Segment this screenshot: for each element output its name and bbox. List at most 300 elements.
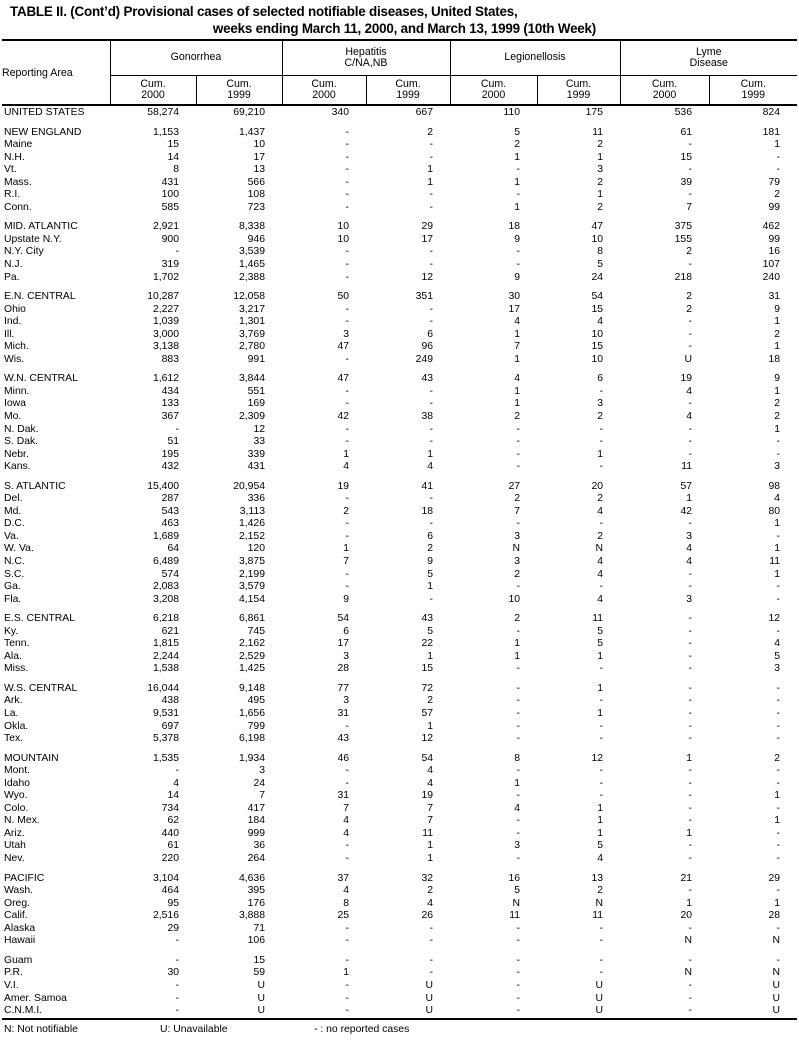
- cell-value: -: [345, 518, 349, 530]
- cell-value: 1,689: [152, 530, 179, 542]
- cell-value: 1: [427, 840, 433, 852]
- cell-value: -: [516, 258, 520, 270]
- sub-label-cum: Cum.: [651, 77, 678, 90]
- cell-value: 3: [514, 556, 520, 567]
- cell-value: 5: [774, 650, 780, 662]
- cell-value: U: [772, 979, 780, 991]
- cell-value: -: [776, 164, 780, 176]
- cell-value: 434: [161, 385, 179, 397]
- cell-value: 11: [592, 126, 603, 138]
- table-row: [2, 152, 797, 165]
- cell-value: -: [688, 448, 692, 460]
- cell-value: 745: [247, 625, 265, 637]
- cell-value: 883: [161, 353, 179, 365]
- spacer-cell: [282, 474, 366, 481]
- cell-value: 1: [514, 151, 520, 163]
- cell-value: 9: [774, 373, 780, 385]
- table-row: [2, 828, 797, 841]
- cell-value: 1: [774, 518, 780, 530]
- cell-reporting-area: Mont.: [4, 765, 30, 777]
- cell-value: 3: [597, 164, 603, 176]
- cell-reporting-area: Colo.: [4, 802, 29, 814]
- cell-value: 9: [774, 303, 780, 315]
- table-row: [2, 955, 797, 968]
- row-spacer: [2, 214, 797, 221]
- cell-value: 19: [337, 480, 349, 492]
- cell-value: 2: [514, 410, 520, 422]
- cell-value: 4: [427, 765, 433, 777]
- cell-value: 249: [415, 353, 433, 365]
- cell-value: 62: [167, 815, 179, 827]
- table-row: [2, 506, 797, 519]
- cell-value: -: [776, 682, 780, 694]
- cell-value: 43: [421, 373, 433, 385]
- cell-value: 1: [427, 448, 433, 460]
- cell-value: 697: [161, 720, 179, 732]
- cell-value: 240: [762, 271, 780, 283]
- cell-value: 3,113: [239, 505, 265, 517]
- cell-value: 6,489: [152, 556, 179, 567]
- spacer-cell: [282, 284, 366, 291]
- cell-value: 1: [597, 448, 603, 460]
- cell-value: -: [345, 568, 349, 580]
- cell-value: 4: [427, 461, 433, 473]
- table-row: [2, 898, 797, 911]
- cell-value: -: [776, 765, 780, 777]
- cell-value: -: [516, 720, 520, 732]
- sub-label-year: 1999: [396, 89, 420, 101]
- cell-value: -: [776, 733, 780, 745]
- cell-value: -: [776, 720, 780, 732]
- cell-reporting-area: Ohio: [4, 303, 26, 315]
- footnote-no-cases: - : no reported cases: [314, 1023, 410, 1035]
- cell-value: 2: [597, 139, 603, 151]
- spacer-cell: [110, 284, 196, 291]
- cell-value: U: [425, 992, 433, 1004]
- spacer-cell: [709, 746, 797, 753]
- cell-value: 2: [514, 568, 520, 580]
- cell-value: 12: [768, 613, 780, 625]
- cell-value: 12: [421, 733, 433, 745]
- spacer-cell: [620, 746, 709, 753]
- spacer-cell: [709, 866, 797, 873]
- table-row: [2, 246, 797, 259]
- cell-value: -: [776, 853, 780, 865]
- cell-value: 169: [247, 398, 265, 410]
- cell-reporting-area: Kans.: [4, 461, 31, 473]
- cell-value: -: [688, 695, 692, 707]
- cell-value: -: [599, 790, 603, 802]
- footnote-not-notifiable: N: Not notifiable: [4, 1023, 78, 1035]
- cell-value: 61: [680, 126, 692, 138]
- cell-value: 5: [427, 625, 433, 637]
- spacer-cell: [366, 474, 450, 481]
- cell-value: 2,516: [152, 910, 179, 922]
- header-group-lyme: [620, 40, 797, 76]
- cell-value: 946: [247, 233, 265, 245]
- cell-value: -: [516, 246, 520, 258]
- cell-value: -: [516, 967, 520, 979]
- cell-value: 12: [253, 423, 265, 435]
- cell-value: 4: [514, 373, 520, 385]
- cell-value: -: [429, 258, 433, 270]
- cell-value: 2: [686, 303, 692, 315]
- title-line-1: TABLE II. (Cont’d) Provisional cases of selected notifiable diseases, United States,: [10, 4, 518, 19]
- cell-value: 3,888: [238, 910, 265, 922]
- cell-value: 28: [768, 910, 780, 922]
- cell-value: 734: [161, 802, 179, 814]
- spacer-cell: [282, 948, 366, 955]
- cell-value: 10: [508, 593, 520, 605]
- cell-value: 4: [686, 410, 692, 422]
- cell-value: 4: [514, 316, 520, 328]
- spacer-cell: [450, 474, 537, 481]
- cell-value: 5,378: [152, 733, 179, 745]
- spacer-cell: [709, 214, 797, 221]
- cell-value: 30: [508, 291, 520, 303]
- cell-value: 1: [514, 328, 520, 340]
- cell-reporting-area: N.H.: [4, 151, 25, 163]
- table-row: [2, 803, 797, 816]
- cell-reporting-area: S.C.: [4, 568, 25, 580]
- cell-value: 574: [161, 568, 179, 580]
- cell-value: -: [688, 139, 692, 151]
- spacer-cell: [110, 948, 196, 955]
- cell-value: -: [516, 992, 520, 1004]
- cell-value: 16,044: [147, 682, 179, 694]
- cell-value: -: [345, 840, 349, 852]
- spacer-cell: [537, 214, 620, 221]
- cell-value: 1: [686, 752, 692, 764]
- cell-value: 43: [337, 733, 349, 745]
- cell-reporting-area: P.R.: [4, 967, 23, 979]
- table-row: [2, 341, 797, 354]
- cell-value: 4,636: [238, 872, 265, 884]
- cell-value: 495: [247, 695, 265, 707]
- cell-value: -: [345, 316, 349, 328]
- spacer-cell: [196, 606, 282, 613]
- table-row: [2, 778, 797, 791]
- spacer-cell: [110, 474, 196, 481]
- spacer-cell: [282, 366, 366, 373]
- cell-value: -: [345, 530, 349, 542]
- table-row: [2, 424, 797, 437]
- cell-value: U: [257, 992, 265, 1004]
- cell-value: -: [345, 979, 349, 991]
- cell-value: -: [429, 246, 433, 258]
- cell-reporting-area: Utah: [4, 840, 26, 852]
- cell-value: 10: [253, 139, 265, 151]
- cell-value: -: [345, 992, 349, 1004]
- cell-value: -: [516, 695, 520, 707]
- cell-value: 799: [247, 720, 265, 732]
- cell-value: 1: [514, 638, 520, 650]
- cell-value: -: [429, 493, 433, 505]
- spacer-cell: [366, 366, 450, 373]
- cell-reporting-area: Ky.: [4, 625, 19, 637]
- cell-value: 4: [597, 556, 603, 567]
- spacer-cell: [2, 214, 110, 221]
- cell-value: -: [516, 581, 520, 593]
- header-group-row: [2, 40, 797, 76]
- row-spacer: [2, 474, 797, 481]
- cell-value: -: [345, 954, 349, 966]
- cell-value: -: [429, 593, 433, 605]
- cell-reporting-area: Ariz.: [4, 827, 25, 839]
- cell-value: 1: [686, 827, 692, 839]
- cell-value: 15: [680, 151, 692, 163]
- table-row: [2, 531, 797, 544]
- cell-value: -: [516, 935, 520, 947]
- cell-value: -: [516, 853, 520, 865]
- cell-value: 4: [514, 802, 520, 814]
- cell-value: 15: [167, 139, 179, 151]
- cell-value: -: [688, 708, 692, 720]
- cell-reporting-area: E.S. CENTRAL: [4, 613, 76, 625]
- cell-value: 32: [421, 872, 433, 884]
- spacer-cell: [620, 366, 709, 373]
- cell-value: -: [345, 853, 349, 865]
- cell-value: 184: [247, 815, 265, 827]
- table-row: [2, 967, 797, 980]
- cell-value: 1,153: [152, 126, 179, 138]
- cell-value: 1: [774, 316, 780, 328]
- table-row: [2, 721, 797, 734]
- cell-value: 98: [768, 480, 780, 492]
- cell-value: 3,875: [238, 556, 265, 567]
- cell-value: 2: [774, 189, 780, 201]
- cell-value: -: [345, 1005, 349, 1017]
- cell-value: U: [595, 979, 603, 991]
- header-group-lyme-line1: Lyme: [696, 45, 722, 58]
- spacer-cell: [450, 366, 537, 373]
- spacer-cell: [620, 120, 709, 127]
- cell-reporting-area: W.N. CENTRAL: [4, 373, 78, 385]
- table-row: [2, 164, 797, 177]
- cell-value: -: [688, 922, 692, 934]
- cell-value: 11: [422, 827, 433, 839]
- cell-value: 1: [597, 708, 603, 720]
- cell-value: -: [345, 164, 349, 176]
- spacer-cell: [196, 366, 282, 373]
- header-group-legionellosis-line1: Legionellosis: [504, 51, 566, 64]
- cell-value: 47: [337, 373, 349, 385]
- cell-value: 4: [597, 593, 603, 605]
- cell-value: -: [599, 777, 603, 789]
- cell-value: -: [175, 954, 179, 966]
- cell-value: 1: [343, 448, 349, 460]
- table-row: [2, 139, 797, 152]
- table-row: [2, 815, 797, 828]
- cell-value: U: [257, 979, 265, 991]
- cell-reporting-area: W.S. CENTRAL: [4, 682, 78, 694]
- cell-value: -: [776, 151, 780, 163]
- cell-value: 1: [597, 151, 603, 163]
- cell-value: 59: [253, 967, 265, 979]
- cell-value: -: [599, 922, 603, 934]
- spacer-cell: [450, 214, 537, 221]
- table-row: [2, 272, 797, 285]
- cell-reporting-area: Miss.: [4, 663, 29, 675]
- cell-value: 7: [259, 790, 265, 802]
- spacer-cell: [709, 120, 797, 127]
- cell-value: 3,000: [152, 328, 179, 340]
- spacer-cell: [2, 284, 110, 291]
- cell-value: -: [345, 385, 349, 397]
- cell-value: -: [776, 448, 780, 460]
- spacer-cell: [709, 474, 797, 481]
- sub-label-year: 1999: [566, 89, 591, 101]
- cell-value: 2: [427, 543, 433, 555]
- table-row-total: [2, 105, 797, 120]
- cell-value: 14: [167, 151, 179, 163]
- cell-reporting-area: Pa.: [4, 271, 20, 283]
- table-row: [2, 790, 797, 803]
- cell-value: -: [175, 979, 179, 991]
- sub-label-cum: Cum.: [565, 77, 592, 90]
- cell-reporting-area: Va.: [4, 530, 19, 542]
- cell-value: 2: [514, 139, 520, 151]
- cell-value: 4: [686, 543, 692, 555]
- cell-value: -: [776, 802, 780, 814]
- footnotes: [2, 1020, 797, 1041]
- spacer-cell: [196, 948, 282, 955]
- cell-value: -: [688, 815, 692, 827]
- cell-value: -: [345, 423, 349, 435]
- spacer-cell: [196, 866, 282, 873]
- cell-value: -: [345, 581, 349, 593]
- header-sub-hepatitis-1999: [366, 76, 450, 105]
- cell-value: 50: [337, 291, 349, 303]
- sub-label-cum: Cum.: [140, 77, 166, 90]
- table-row: [2, 461, 797, 474]
- cell-value: -: [776, 708, 780, 720]
- cell-value: 58,274: [147, 107, 179, 118]
- cell-value: 1: [774, 897, 780, 909]
- cell-value: 4: [597, 505, 603, 517]
- cell-value: 585: [161, 201, 179, 213]
- cell-value: -: [429, 967, 433, 979]
- table-row: [2, 853, 797, 866]
- spacer-cell: [450, 746, 537, 753]
- cell-value: 264: [247, 853, 265, 865]
- cell-value: -: [429, 398, 433, 410]
- cell-value: 2: [427, 885, 433, 897]
- table-row: [2, 493, 797, 506]
- cell-value: -: [516, 922, 520, 934]
- cell-value: 1: [514, 777, 520, 789]
- cell-value: 4: [343, 885, 349, 897]
- cell-reporting-area: Iowa: [4, 398, 26, 410]
- cell-value: 106: [247, 935, 265, 947]
- cell-value: 1: [686, 493, 692, 505]
- cell-value: 16: [768, 246, 780, 258]
- cell-value: 2,162: [238, 638, 265, 650]
- cell-value: -: [429, 954, 433, 966]
- cell-value: 29: [421, 221, 433, 233]
- cell-value: -: [688, 992, 692, 1004]
- cell-value: 4,154: [238, 593, 265, 605]
- cell-value: 13: [253, 164, 265, 176]
- cell-value: -: [688, 436, 692, 448]
- cell-value: -: [345, 720, 349, 732]
- spacer-cell: [366, 676, 450, 683]
- cell-value: -: [599, 663, 603, 675]
- table-row: [2, 449, 797, 462]
- cell-value: -: [516, 436, 520, 448]
- cell-value: -: [688, 1005, 692, 1017]
- cell-value: 2,244: [152, 650, 179, 662]
- cell-value: 80: [768, 505, 780, 517]
- cell-value: N: [772, 967, 780, 979]
- cell-value: 7: [427, 802, 433, 814]
- cell-reporting-area: N.Y. City: [4, 246, 44, 258]
- spacer-cell: [709, 676, 797, 683]
- cell-value: -: [688, 164, 692, 176]
- cell-value: 12,058: [233, 291, 265, 303]
- cell-value: 3,208: [152, 593, 179, 605]
- cell-value: 107: [762, 258, 780, 270]
- cell-value: 37: [337, 872, 349, 884]
- spacer-cell: [537, 866, 620, 873]
- cell-value: 1,465: [238, 258, 265, 270]
- spacer-cell: [620, 866, 709, 873]
- cell-value: 14: [167, 790, 179, 802]
- cell-value: 2,529: [238, 650, 265, 662]
- spacer-cell: [282, 120, 366, 127]
- cell-value: 6: [597, 373, 603, 385]
- cell-value: -: [688, 777, 692, 789]
- cell-reporting-area: Tex.: [4, 733, 24, 745]
- cell-value: 1: [774, 790, 780, 802]
- cell-value: 1: [427, 176, 433, 188]
- cell-value: 7: [343, 802, 349, 814]
- cell-value: 2: [686, 291, 692, 303]
- cell-value: 9,531: [152, 708, 179, 720]
- cell-value: 10: [591, 233, 603, 245]
- cell-value: 11: [592, 613, 603, 625]
- cell-value: 999: [247, 827, 265, 839]
- cell-value: 110: [503, 107, 520, 118]
- spacer-cell: [2, 948, 110, 955]
- spacer-cell: [366, 866, 450, 873]
- spacer-cell: [620, 214, 709, 221]
- cell-value: 1,301: [238, 316, 265, 328]
- cell-value: 9: [514, 233, 520, 245]
- spacer-cell: [537, 120, 620, 127]
- cell-value: -: [345, 436, 349, 448]
- table-row: [2, 221, 797, 234]
- cell-value: 3: [343, 328, 349, 340]
- cell-reporting-area: Fla.: [4, 593, 22, 605]
- cell-value: -: [688, 189, 692, 201]
- spacer-cell: [110, 606, 196, 613]
- cell-value: 1,702: [152, 271, 179, 283]
- cell-value: 7: [686, 201, 692, 213]
- cell-reporting-area: Wash.: [4, 885, 34, 897]
- table-row: [2, 556, 797, 569]
- spacer-cell: [2, 366, 110, 373]
- cell-value: -: [776, 840, 780, 852]
- sub-label-year: 1999: [227, 89, 251, 101]
- cell-value: N: [772, 935, 780, 947]
- table-row: [2, 765, 797, 778]
- cell-value: -: [599, 385, 603, 397]
- cell-value: -: [776, 436, 780, 448]
- cell-value: -: [516, 189, 520, 201]
- cell-value: 10,287: [147, 291, 179, 303]
- table-row: [2, 1005, 797, 1019]
